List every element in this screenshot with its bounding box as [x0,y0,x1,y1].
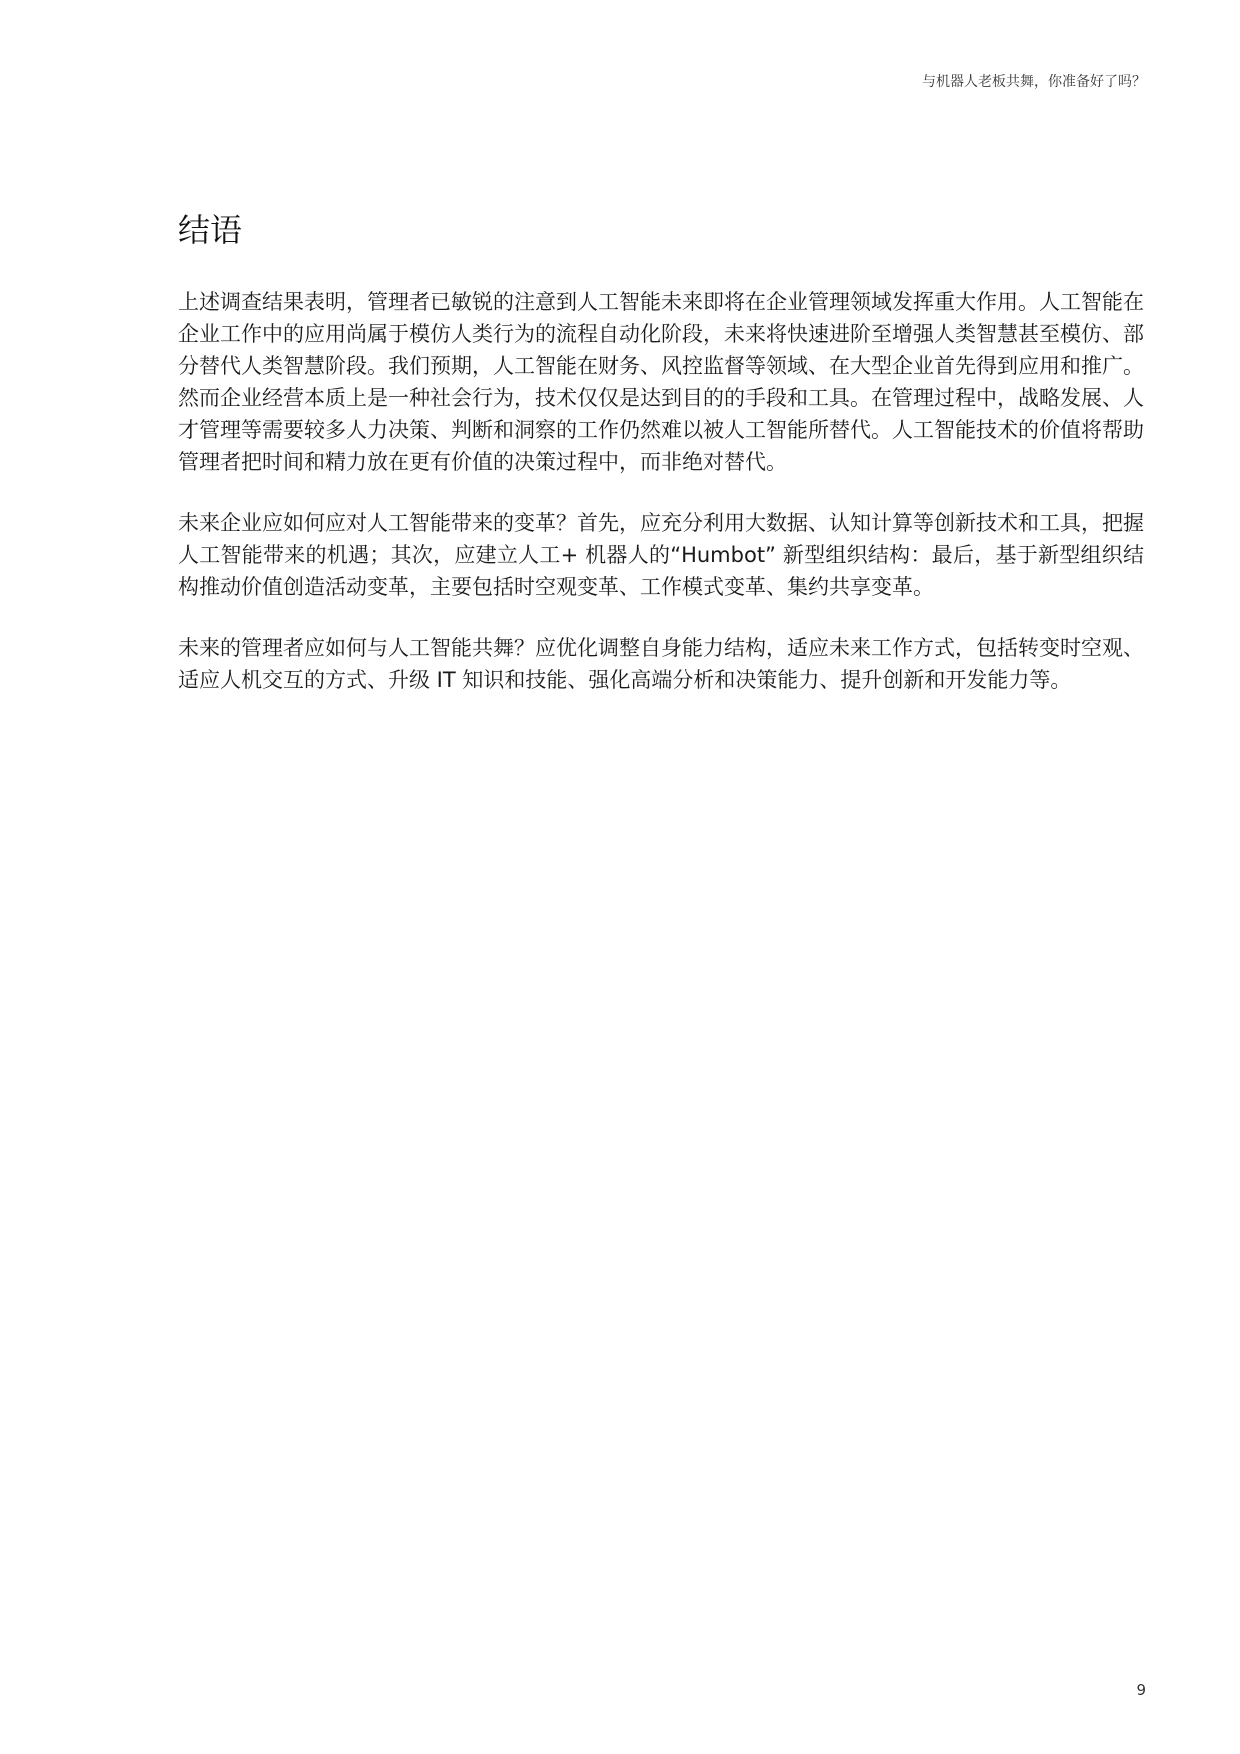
paragraph-2: 未来企业应如何应对人工智能带来的变革？首先，应充分利用大数据、认知计算等创新技术和工具，把握人工智能带来的机遇；其次，应建立人工+ 机器人的“Humbot” 新型组织结构：最后，基于新型组织结构推动价值创造活动变革，主要包括时空观变革、工作模式变革、集约共享变革。 [178,511,1144,599]
section-title: 结语 [178,211,243,249]
running-header: 与机器人老板共舞，你准备好了吗？ [922,74,1146,90]
conclusion-section [178,210,1144,725]
page-number: 9 [1136,1681,1146,1699]
paragraph-3: 未来的管理者应如何与人工智能共舞？应优化调整自身能力结构，适应未来工作方式，包括转变时空观、适应人机交互的方式、升级 IT 知识和技能、强化高端分析和决策能力、提升创新和开发能力等。 [178,636,1144,692]
paragraph-1: 上述调查结果表明，管理者已敏锐的注意到人工智能未来即将在企业管理领域发挥重大作用。人工智能在企业工作中的应用尚属于模仿人类行为的流程自动化阶段，未来将快速进阶至增强人类智慧甚至模仿、部分替代人类智慧阶段。我们预期，人工智能在财务、风控监督等领域、在大型企业首先得到应用和推广。然而企业经营本质上是一种社会行为，技术仅仅是达到目的的手段和工具。在管理过程中，战略发展、人才管理等需要较多人力决策、判断和洞察的工作仍然难以被人工智能所替代。人工智能技术的价值将帮助管理者把时间和精力放在更有价值的决策过程中，而非绝对替代。 [178,290,1144,474]
